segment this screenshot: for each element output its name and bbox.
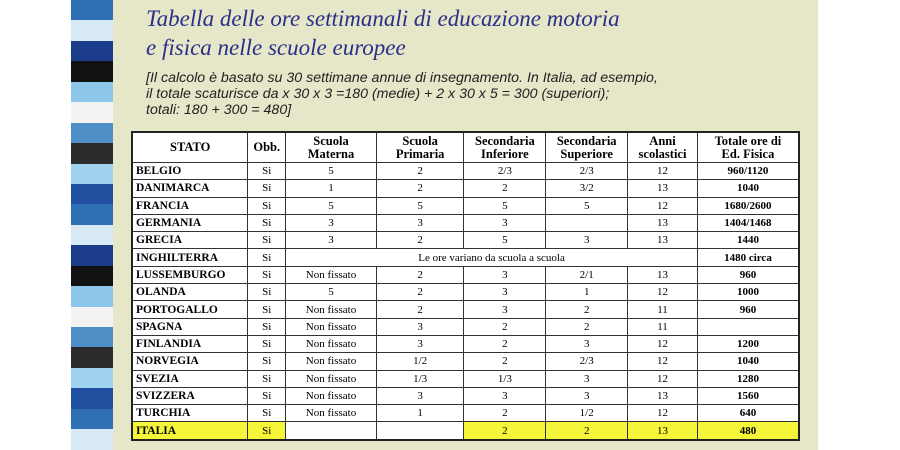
country-cell: LUSSEMBURGO xyxy=(132,266,248,283)
header-anni-scolastici: Anni scolastici xyxy=(628,132,698,163)
stripe-segment xyxy=(71,307,113,327)
sec-inf-cell: 3 xyxy=(464,214,546,231)
primaria-cell: 1/3 xyxy=(376,370,464,387)
primaria-cell: 1/2 xyxy=(376,353,464,370)
materna-cell: 5 xyxy=(286,197,377,214)
country-cell: FRANCIA xyxy=(132,197,248,214)
table-row xyxy=(132,318,799,335)
stripe-segment xyxy=(71,184,113,204)
primaria-cell: 2 xyxy=(376,163,464,180)
note-line-3: totali: 180 + 300 = 480] xyxy=(146,102,292,118)
primaria-cell: 3 xyxy=(376,214,464,231)
stripe-segment xyxy=(71,388,113,408)
anni-cell: 13 xyxy=(628,387,698,404)
header-stato: STATO xyxy=(132,132,248,163)
sec-inf-cell: 2 xyxy=(464,180,546,197)
primaria-cell: 3 xyxy=(376,387,464,404)
note-line-1: [Il calcolo è basato su 30 settimane annue di insegnamento. In Italia, ad esempio, xyxy=(146,70,658,86)
country-cell: SVEZIA xyxy=(132,370,248,387)
materna-cell: 3 xyxy=(286,214,377,231)
table-row xyxy=(132,180,799,197)
country-cell: SVIZZERA xyxy=(132,387,248,404)
country-cell: NORVEGIA xyxy=(132,353,248,370)
stripe-segment xyxy=(71,20,113,40)
slide-title xyxy=(146,4,806,62)
sec-sup-cell: 3 xyxy=(546,335,628,352)
anni-cell: 13 xyxy=(628,266,698,283)
table-row xyxy=(132,284,799,301)
note-line-2: il totale scaturisce da x 30 x 3 =180 (medie) + 2 x 30 x 5 = 300 (superiori); xyxy=(146,86,610,102)
stripe-segment xyxy=(71,368,113,388)
country-cell: FINLANDIA xyxy=(132,335,248,352)
header-secondaria-superiore: Secondaria Superiore xyxy=(546,132,628,163)
sec-sup-cell: 2/1 xyxy=(546,266,628,283)
materna-cell: Non fissato xyxy=(286,370,377,387)
anni-cell: 12 xyxy=(628,405,698,422)
sec-inf-cell: 5 xyxy=(464,232,546,249)
totale-cell: 960 xyxy=(697,301,799,318)
stripe-segment xyxy=(71,143,113,163)
stripe-segment xyxy=(71,102,113,122)
sec-sup-cell: 3 xyxy=(546,232,628,249)
stripe-segment xyxy=(71,266,113,286)
obb-cell: Si xyxy=(248,387,286,404)
table-row xyxy=(132,214,799,231)
materna-cell: Non fissato xyxy=(286,335,377,352)
table-row xyxy=(132,232,799,249)
materna-cell: Non fissato xyxy=(286,353,377,370)
sec-inf-cell: 1/3 xyxy=(464,370,546,387)
materna-cell: Non fissato xyxy=(286,301,377,318)
header-scuola-materna: Scuola Materna xyxy=(286,132,377,163)
primaria-cell: 2 xyxy=(376,266,464,283)
primaria-cell: 3 xyxy=(376,318,464,335)
table-row xyxy=(132,370,799,387)
sec-sup-cell: 3/2 xyxy=(546,180,628,197)
primaria-cell: 2 xyxy=(376,301,464,318)
materna-cell: Non fissato xyxy=(286,405,377,422)
decorative-stripe xyxy=(71,0,113,450)
totale-cell: 1040 xyxy=(697,353,799,370)
sec-inf-cell: 3 xyxy=(464,284,546,301)
sec-inf-cell: 5 xyxy=(464,197,546,214)
totale-cell: 960/1120 xyxy=(697,163,799,180)
totale-cell: 1440 xyxy=(697,232,799,249)
stripe-segment xyxy=(71,245,113,265)
obb-cell: Si xyxy=(248,318,286,335)
sec-sup-cell: 3 xyxy=(546,370,628,387)
stripe-segment xyxy=(71,286,113,306)
obb-cell: Si xyxy=(248,353,286,370)
title-line-1: Tabella delle ore settimanali di educazione motoria xyxy=(146,6,620,31)
obb-cell: Si xyxy=(248,249,286,266)
sec-sup-cell: 2 xyxy=(546,301,628,318)
primaria-cell: 5 xyxy=(376,197,464,214)
materna-cell xyxy=(286,422,377,440)
obb-cell: Si xyxy=(248,232,286,249)
stripe-segment xyxy=(71,123,113,143)
header-totale-ore: Totale ore di Ed. Fisica xyxy=(697,132,799,163)
sec-inf-cell: 2 xyxy=(464,422,546,440)
table-row xyxy=(132,387,799,404)
anni-cell: 13 xyxy=(628,180,698,197)
stripe-segment xyxy=(71,164,113,184)
materna-cell: 5 xyxy=(286,163,377,180)
totale-cell: 1480 circa xyxy=(697,249,799,266)
obb-cell: Si xyxy=(248,197,286,214)
stripe-segment xyxy=(71,327,113,347)
totale-cell xyxy=(697,318,799,335)
sec-sup-cell xyxy=(546,214,628,231)
calculation-note xyxy=(146,70,796,118)
anni-cell: 13 xyxy=(628,214,698,231)
primaria-cell: 2 xyxy=(376,232,464,249)
country-cell: TURCHIA xyxy=(132,405,248,422)
sec-inf-cell: 3 xyxy=(464,266,546,283)
obb-cell: Si xyxy=(248,180,286,197)
totale-cell: 1560 xyxy=(697,387,799,404)
obb-cell: Si xyxy=(248,422,286,440)
country-cell: ITALIA xyxy=(132,422,248,440)
totale-cell: 640 xyxy=(697,405,799,422)
table-row xyxy=(132,163,799,180)
stripe-segment xyxy=(71,429,113,449)
stripe-segment xyxy=(71,41,113,61)
sec-inf-cell: 2 xyxy=(464,353,546,370)
table-row xyxy=(132,266,799,283)
country-cell: GERMANIA xyxy=(132,214,248,231)
header-secondaria-inferiore: Secondaria Inferiore xyxy=(464,132,546,163)
totale-cell: 960 xyxy=(697,266,799,283)
primaria-cell: 3 xyxy=(376,335,464,352)
country-cell: PORTOGALLO xyxy=(132,301,248,318)
header-obb: Obb. xyxy=(248,132,286,163)
anni-cell: 12 xyxy=(628,197,698,214)
stripe-segment xyxy=(71,347,113,367)
obb-cell: Si xyxy=(248,335,286,352)
obb-cell: Si xyxy=(248,284,286,301)
table-header-row xyxy=(132,132,799,163)
materna-cell: 5 xyxy=(286,284,377,301)
sec-sup-cell: 2/3 xyxy=(546,353,628,370)
sec-inf-cell: 2 xyxy=(464,405,546,422)
header-scuola-primaria: Scuola Primaria xyxy=(376,132,464,163)
anni-cell: 11 xyxy=(628,318,698,335)
primaria-cell xyxy=(376,422,464,440)
table-row xyxy=(132,301,799,318)
table-row xyxy=(132,353,799,370)
primaria-cell: 2 xyxy=(376,284,464,301)
sec-sup-cell: 3 xyxy=(546,387,628,404)
sec-sup-cell: 2 xyxy=(546,422,628,440)
sec-sup-cell: 1/2 xyxy=(546,405,628,422)
pe-hours-table xyxy=(131,131,800,441)
anni-cell: 12 xyxy=(628,163,698,180)
stripe-segment xyxy=(71,225,113,245)
totale-cell: 1280 xyxy=(697,370,799,387)
materna-cell: Non fissato xyxy=(286,387,377,404)
materna-cell: Non fissato xyxy=(286,266,377,283)
totale-cell: 1200 xyxy=(697,335,799,352)
sec-inf-cell: 2 xyxy=(464,335,546,352)
table-row xyxy=(132,249,799,266)
anni-cell: 12 xyxy=(628,370,698,387)
obb-cell: Si xyxy=(248,301,286,318)
table-row xyxy=(132,405,799,422)
sec-sup-cell: 2/3 xyxy=(546,163,628,180)
totale-cell: 1404/1468 xyxy=(697,214,799,231)
country-cell: SPAGNA xyxy=(132,318,248,335)
country-cell: BELGIO xyxy=(132,163,248,180)
materna-cell: Non fissato xyxy=(286,318,377,335)
title-line-2: e fisica nelle scuole europee xyxy=(146,35,406,60)
anni-cell: 13 xyxy=(628,232,698,249)
sec-sup-cell: 1 xyxy=(546,284,628,301)
primaria-cell: 1 xyxy=(376,405,464,422)
primaria-cell: 2 xyxy=(376,180,464,197)
country-cell: INGHILTERRA xyxy=(132,249,248,266)
obb-cell: Si xyxy=(248,405,286,422)
table-row xyxy=(132,197,799,214)
country-cell: OLANDA xyxy=(132,284,248,301)
sec-inf-cell: 2 xyxy=(464,318,546,335)
stripe-segment xyxy=(71,82,113,102)
sec-inf-cell: 2/3 xyxy=(464,163,546,180)
table-row xyxy=(132,422,799,440)
stripe-segment xyxy=(71,204,113,224)
obb-cell: Si xyxy=(248,163,286,180)
anni-cell: 12 xyxy=(628,284,698,301)
materna-cell: 1 xyxy=(286,180,377,197)
totale-cell: 1000 xyxy=(697,284,799,301)
sec-sup-cell: 5 xyxy=(546,197,628,214)
anni-cell: 11 xyxy=(628,301,698,318)
sec-sup-cell: 2 xyxy=(546,318,628,335)
stripe-segment xyxy=(71,0,113,20)
stripe-segment xyxy=(71,61,113,81)
country-cell: GRECIA xyxy=(132,232,248,249)
anni-cell: 13 xyxy=(628,422,698,440)
totale-cell: 480 xyxy=(697,422,799,440)
totale-cell: 1040 xyxy=(697,180,799,197)
anni-cell: 12 xyxy=(628,335,698,352)
table-row xyxy=(132,335,799,352)
stripe-segment xyxy=(71,409,113,429)
merged-cell: Le ore variano da scuola a scuola xyxy=(286,249,698,266)
sec-inf-cell: 3 xyxy=(464,301,546,318)
table-body xyxy=(132,163,799,440)
anni-cell: 12 xyxy=(628,353,698,370)
materna-cell: 3 xyxy=(286,232,377,249)
obb-cell: Si xyxy=(248,370,286,387)
totale-cell: 1680/2600 xyxy=(697,197,799,214)
obb-cell: Si xyxy=(248,266,286,283)
country-cell: DANIMARCA xyxy=(132,180,248,197)
obb-cell: Si xyxy=(248,214,286,231)
sec-inf-cell: 3 xyxy=(464,387,546,404)
